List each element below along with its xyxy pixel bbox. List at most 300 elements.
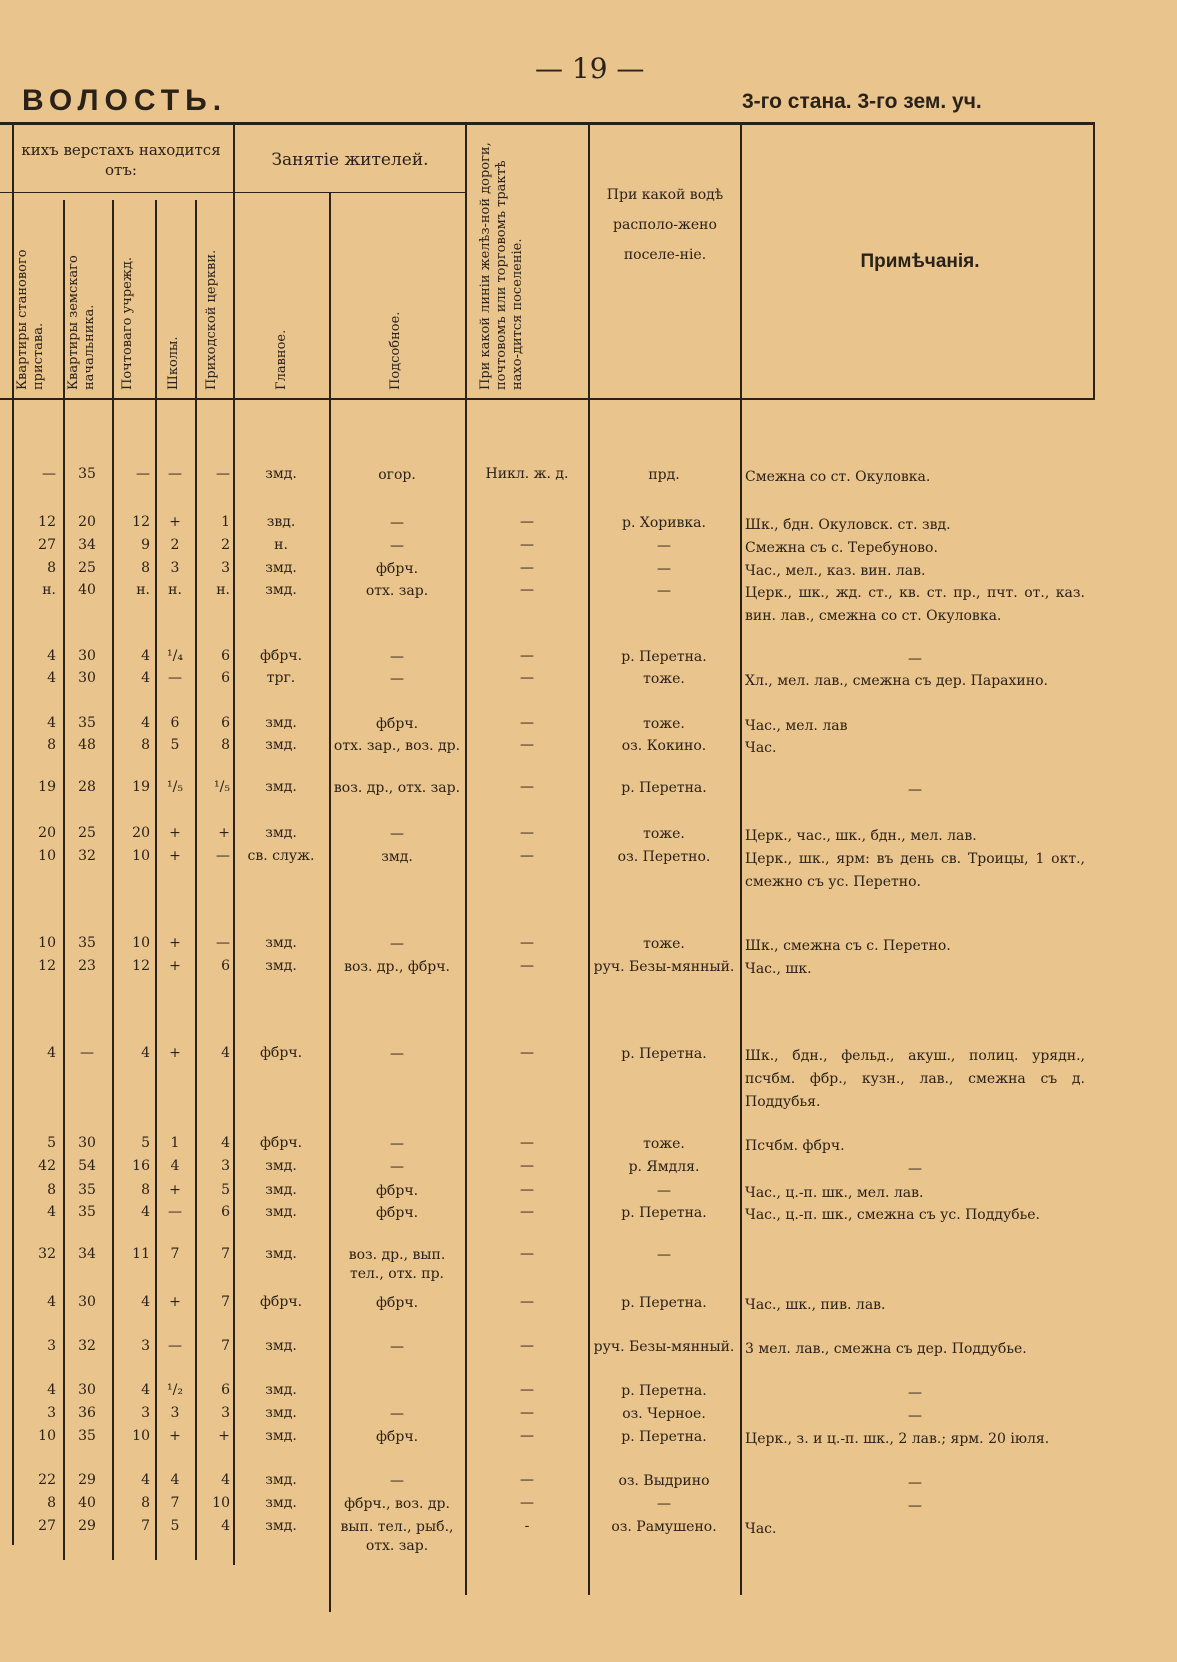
table-cell: фбрч. [259,1294,303,1310]
table-header-rule [0,398,1095,400]
table-cell: 12 [38,958,56,974]
table-cell: 4 [47,1382,56,1398]
table-cell: — [520,1246,534,1262]
table-cell: — [657,561,671,577]
table-cell: 6 [221,670,230,686]
table-cell: фбрч. [375,716,419,732]
table-cell: фбрч. [375,1429,419,1445]
table-row [0,1182,1177,1206]
table-cell: н. [168,582,182,598]
note-cell: — [908,1498,922,1514]
table-cell: тоже. [643,936,685,952]
table-cell: тоже. [643,716,685,732]
table-cell: — [657,1496,671,1512]
table-cell: + [169,848,181,864]
table-cell: 6 [221,648,230,664]
table-cell: — [520,779,534,795]
table-cell: — [520,648,534,664]
table-cell: — [168,670,182,686]
table-cell: — [390,936,404,952]
table-cell: — [520,1182,534,1198]
table-cell: — [216,466,230,482]
table-cell: 3 [47,1405,56,1421]
table-cell: змд. [265,1428,297,1444]
table-cell: 4 [221,1045,230,1061]
table-cell: фбрч. [375,1295,419,1311]
table-cell: — [520,1204,534,1220]
table-cell: - [524,1518,530,1534]
table-cell: 30 [78,1294,96,1310]
table-cell: — [520,848,534,864]
table-cell: тоже. [643,826,685,842]
table-cell: воз. др., фбрч. [344,959,450,975]
table-row [0,514,1177,538]
table-cell: змд. [265,779,297,795]
note-cell: — [908,782,922,798]
table-cell: 5 [221,1182,230,1198]
note-cell: Час., шк. [745,961,812,977]
table-cell: 16 [132,1158,150,1174]
table-cell: — [520,670,534,686]
table-cell: 35 [78,715,96,731]
table-cell: 7 [221,1246,230,1262]
table-row [0,560,1177,584]
table-cell: — [42,466,56,482]
table-cell: 1 [170,1135,180,1151]
table-cell: 10 [38,935,56,951]
table-cell: — [520,1158,534,1174]
note-cell: — [908,651,922,667]
note-cell: Шк., смежна съ с. Перетно. [745,938,951,954]
table-cell: 2 [170,537,180,553]
note-cell: — [908,1161,922,1177]
table-cell: огор. [378,467,416,483]
table-cell: — [390,1159,404,1175]
table-cell: 7 [221,1338,230,1354]
table-cell: 4 [141,715,150,731]
table-cell: — [216,848,230,864]
table-row [0,582,1177,624]
note-cell: Час., мел., каз. вин. лав. [745,563,926,579]
table-cell: змд. [265,935,297,951]
table-cell: прд. [648,467,680,483]
table-cell: ¹/₅ [214,779,230,795]
table-cell: — [657,1183,671,1199]
table-cell: 12 [38,514,56,530]
table-cell: 8 [47,737,56,753]
table-cell: змд. [265,1472,297,1488]
table-cell: — [520,1338,534,1354]
table-cell: св. служ. [247,848,315,864]
table-cell: 35 [78,935,96,951]
table-row [0,466,1177,490]
table-cell: — [216,935,230,951]
note-cell: Час., мел. лав [745,718,848,734]
column-header-railway: При какой линіи желѣз-ной дороги, почтовомъ или торговомъ трактѣ нахо-дится поселеніе. [478,142,525,390]
table-cell: 48 [78,737,96,753]
table-cell: ¹/₂ [167,1382,183,1398]
table-cell: — [520,514,534,530]
table-cell: змд. [265,825,297,841]
table-cell: н. [136,582,150,598]
column-header-post: Почтоваго учрежд. [120,257,135,390]
note-cell: — [908,1408,922,1424]
note-cell: Час. [745,1521,777,1537]
note-cell: 3 мел. лав., смежна съ дер. Поддубье. [745,1341,1027,1357]
table-cell: н. [42,582,56,598]
table-cell: змд. [265,1182,297,1198]
table-cell: змд. [265,1246,297,1262]
table-cell: — [520,935,534,951]
table-row [0,1495,1177,1519]
table-cell: + [169,935,181,951]
table-cell: — [657,583,671,599]
table-cell: — [80,1045,94,1061]
table-cell: 10 [38,848,56,864]
table-cell: 20 [38,825,56,841]
table-cell: 8 [141,1495,150,1511]
table-cell: оз. Черное. [622,1406,706,1422]
table-cell: 3 [221,1405,230,1421]
table-cell: р. Перетна. [621,1295,707,1311]
group-distance-header: кихъ верстахъ находится отъ: [21,141,221,179]
table-cell: 8 [221,737,230,753]
table-cell: 8 [141,1182,150,1198]
note-cell: Псчбм. фбрч. [745,1138,845,1154]
table-cell: н. [216,582,230,598]
table-cell: — [390,649,404,665]
table-cell: — [390,538,404,554]
table-cell: 6 [221,715,230,731]
column-header-zemsky: Квартиры земскаго начальника. [66,255,97,390]
table-cell: — [520,537,534,553]
table-cell: р. Перетна. [621,1429,707,1445]
table-cell: 4 [221,1472,230,1488]
table-row [0,825,1177,849]
table-cell: 54 [78,1158,96,1174]
table-cell: 4 [141,648,150,664]
table-cell: 4 [47,648,56,664]
group-occupation-header: Занятіе жителей. [271,150,429,170]
table-cell: фбрч. [259,648,303,664]
table-cell: р. Перетна. [621,649,707,665]
table-cell: руч. Безы-мянный. [593,1339,735,1355]
note-cell: Час. [745,740,777,756]
table-cell: змд. [265,560,297,576]
table-cell: 3 [221,1158,230,1174]
table-cell: — [390,1046,404,1062]
table-cell: оз. Выдрино [618,1473,710,1489]
table-cell: ¹/₄ [167,648,183,664]
table-cell: — [520,1382,534,1398]
table-cell: 2 [221,537,230,553]
table-cell: + [169,1045,181,1061]
table-cell: тоже. [643,671,685,687]
table-cell: — [390,515,404,531]
table-cell: + [218,1428,230,1444]
table-cell: 40 [78,582,96,598]
table-cell: Никл. ж. д. [485,466,569,482]
table-cell: 28 [78,779,96,795]
table-cell: р. Ямдля. [628,1159,700,1175]
table-cell: 12 [132,958,150,974]
table-cell: 4 [47,670,56,686]
table-cell: — [520,715,534,731]
table-row [0,1204,1177,1228]
table-row [0,1428,1177,1452]
table-cell: 30 [78,1135,96,1151]
table-cell: — [520,825,534,841]
table-cell: змд. [381,849,413,865]
table-cell: + [169,1428,181,1444]
table-cell: 5 [170,1518,180,1534]
note-cell: Шк., бдн., фельд., акуш., полиц. урядн., псчбм. фбр., кузн., лав., смежна съ д. Поддубья. [745,1048,1085,1110]
table-cell: 4 [170,1158,180,1174]
page-subtitle: 3-го стана. 3-го зем. уч. [742,90,982,113]
table-cell: — [520,737,534,753]
table-cell: 4 [221,1518,230,1534]
table-cell: вып. тел., рыб., отх. зар. [340,1519,454,1554]
table-cell: 10 [132,848,150,864]
table-cell: 22 [38,1472,56,1488]
table-cell: + [218,825,230,841]
table-cell: 29 [78,1518,96,1534]
table-cell: 4 [170,1472,180,1488]
table-cell: отх. зар. [365,583,429,599]
table-cell: 30 [78,1382,96,1398]
table-cell: фбрч., воз. др. [344,1496,450,1512]
table-row [0,1382,1177,1406]
table-row [0,1518,1177,1554]
table-cell: 35 [78,1204,96,1220]
table-cell: 4 [47,1294,56,1310]
table-row [0,1158,1177,1182]
table-cell: 8 [141,560,150,576]
table-cell: 7 [170,1246,180,1262]
table-cell: 6 [221,1382,230,1398]
table-cell: фбрч. [375,1205,419,1221]
table-cell: — [520,1472,534,1488]
table-cell: 30 [78,670,96,686]
table-cell: змд. [265,958,297,974]
table-cell: змд. [265,1518,297,1534]
table-cell: — [390,1136,404,1152]
table-cell: + [169,825,181,841]
table-cell: — [520,1495,534,1511]
table-cell: р. Перетна. [621,1046,707,1062]
column-header-stan: Квартиры станового пристава. [15,249,46,390]
table-cell: 32 [78,848,96,864]
table-cell: — [520,1045,534,1061]
table-cell: 11 [132,1246,150,1262]
table-cell: — [657,538,671,554]
table-cell: 3 [141,1405,150,1421]
table-cell: — [390,1339,404,1355]
table-cell: 19 [132,779,150,795]
table-cell: 3 [170,560,180,576]
table-row [0,848,1177,890]
table-cell: 4 [221,1135,230,1151]
table-cell: фбрч. [375,561,419,577]
table-cell: змд. [265,466,297,482]
table-cell: — [520,560,534,576]
table-cell: 6 [221,1204,230,1220]
table-top-rule [0,122,1095,125]
note-cell: Церк., шк., ярм: въ день св. Троицы, 1 окт., смежно съ ус. Перетно. [745,851,1085,890]
table-cell: 8 [47,1182,56,1198]
table-row [0,1294,1177,1318]
table-row [0,537,1177,561]
column-header-church: Приходской церкви. [204,249,219,390]
table-cell: 35 [78,466,96,482]
table-cell: — [520,582,534,598]
table-cell: оз. Перетно. [617,849,711,865]
column-header-auxiliary: Подсобное. [388,311,403,390]
table-cell: р. Перетна. [621,1383,707,1399]
table-cell: р. Перетна. [621,780,707,796]
table-row [0,648,1177,672]
table-cell: змд. [265,1158,297,1174]
table-cell: 34 [78,537,96,553]
table-cell: — [168,466,182,482]
table-row [0,958,1177,982]
table-cell: 5 [47,1135,56,1151]
note-cell: Смежна со ст. Окуловка. [745,469,931,485]
table-cell: — [520,958,534,974]
table-cell: — [136,466,150,482]
table-cell: воз. др., вып. тел., отх. пр. [348,1247,446,1282]
table-cell: 20 [78,514,96,530]
table-cell: 3 [170,1405,180,1421]
table-row [0,1135,1177,1159]
table-cell: 4 [141,1045,150,1061]
table-cell: — [390,826,404,842]
column-header-school: Школы. [166,336,181,390]
note-cell: Церк., час., шк., бдн., мел. лав. [745,828,977,844]
table-cell: + [169,1182,181,1198]
note-cell: Час., ц.-п. шк., смежна съ ус. Поддубье. [745,1207,1040,1223]
table-cell: 19 [38,779,56,795]
table-cell: фбрч. [375,1183,419,1199]
group-distance-rule [0,192,233,193]
table-cell: — [168,1204,182,1220]
table-cell: — [520,1294,534,1310]
table-cell: фбрч. [259,1135,303,1151]
table-cell: 25 [78,825,96,841]
table-cell: 32 [78,1338,96,1354]
table-cell: 6 [221,958,230,974]
table-cell: 4 [47,715,56,731]
note-cell: — [908,1385,922,1401]
table-cell: 10 [38,1428,56,1444]
table-cell: 25 [78,560,96,576]
table-row [0,715,1177,739]
table-cell: 23 [78,958,96,974]
table-cell: змд. [265,1382,297,1398]
table-cell: отх. зар., воз. др. [333,738,461,754]
note-cell: — [908,1475,922,1491]
table-cell: змд. [265,715,297,731]
table-cell: 7 [221,1294,230,1310]
column-header-main: Главное. [274,329,289,390]
table-cell: + [169,958,181,974]
table-cell: 3 [47,1338,56,1354]
table-cell: 9 [141,537,150,553]
table-cell: — [520,1135,534,1151]
table-cell: 8 [141,737,150,753]
table-cell: + [169,1294,181,1310]
table-cell: змд. [265,1405,297,1421]
table-row [0,779,1177,803]
table-cell: змд. [265,1338,297,1354]
page-title: ВОЛОСТЬ. [22,84,228,117]
table-cell: воз. др., отх. зар. [333,780,461,796]
table-cell: 20 [132,825,150,841]
table-cell: звд. [266,514,296,530]
table-cell: оз. Кокино. [621,738,707,754]
table-cell: — [520,1428,534,1444]
table-cell: 40 [78,1495,96,1511]
table-cell: 4 [141,1204,150,1220]
table-cell: 4 [47,1045,56,1061]
table-cell: 7 [141,1518,150,1534]
table-cell: 27 [38,1518,56,1534]
table-cell: 10 [132,1428,150,1444]
table-cell: 32 [38,1246,56,1262]
table-cell: 3 [221,560,230,576]
table-cell: 8 [47,560,56,576]
table-cell: 27 [38,537,56,553]
table-cell: 5 [170,737,180,753]
table-cell: тоже. [643,1136,685,1152]
table-cell: трг. [266,670,296,686]
table-cell: н. [274,537,288,553]
table-cell: 35 [78,1182,96,1198]
column-rule [1093,125,1095,400]
table-cell: 12 [132,514,150,530]
table-row [0,1246,1177,1282]
table-cell: змд. [265,1204,297,1220]
table-cell: оз. Рамушено. [611,1519,717,1535]
table-row [0,737,1177,761]
table-cell: 7 [170,1495,180,1511]
group-occupation-rule [233,192,465,193]
table-cell: — [390,1473,404,1489]
table-row [0,1472,1177,1496]
table-cell: 6 [170,715,180,731]
table-cell: 42 [38,1158,56,1174]
table-row [0,935,1177,959]
table-cell: 4 [141,1382,150,1398]
table-row [0,1045,1177,1110]
note-cell: Час., ц.-п. шк., мел. лав. [745,1185,924,1201]
table-cell: 4 [47,1204,56,1220]
table-cell: 34 [78,1246,96,1262]
table-cell: змд. [265,1495,297,1511]
table-row [0,1405,1177,1429]
table-cell: 30 [78,648,96,664]
note-cell: Хл., мел. лав., смежна съ дер. Парахино. [745,673,1048,689]
table-cell: змд. [265,582,297,598]
note-cell: Шк., бдн. Окуловск. ст. звд. [745,517,951,533]
table-cell: р. Хоривка. [622,515,706,531]
table-cell: 1 [221,514,230,530]
table-cell: 3 [141,1338,150,1354]
table-cell: — [657,1247,671,1263]
table-cell: 4 [141,670,150,686]
table-cell: — [390,671,404,687]
note-cell: Церк., шк., жд. ст., кв. ст. пр., пчт. от., каз. вин. лав., смежна со ст. Окуловка. [745,585,1085,624]
